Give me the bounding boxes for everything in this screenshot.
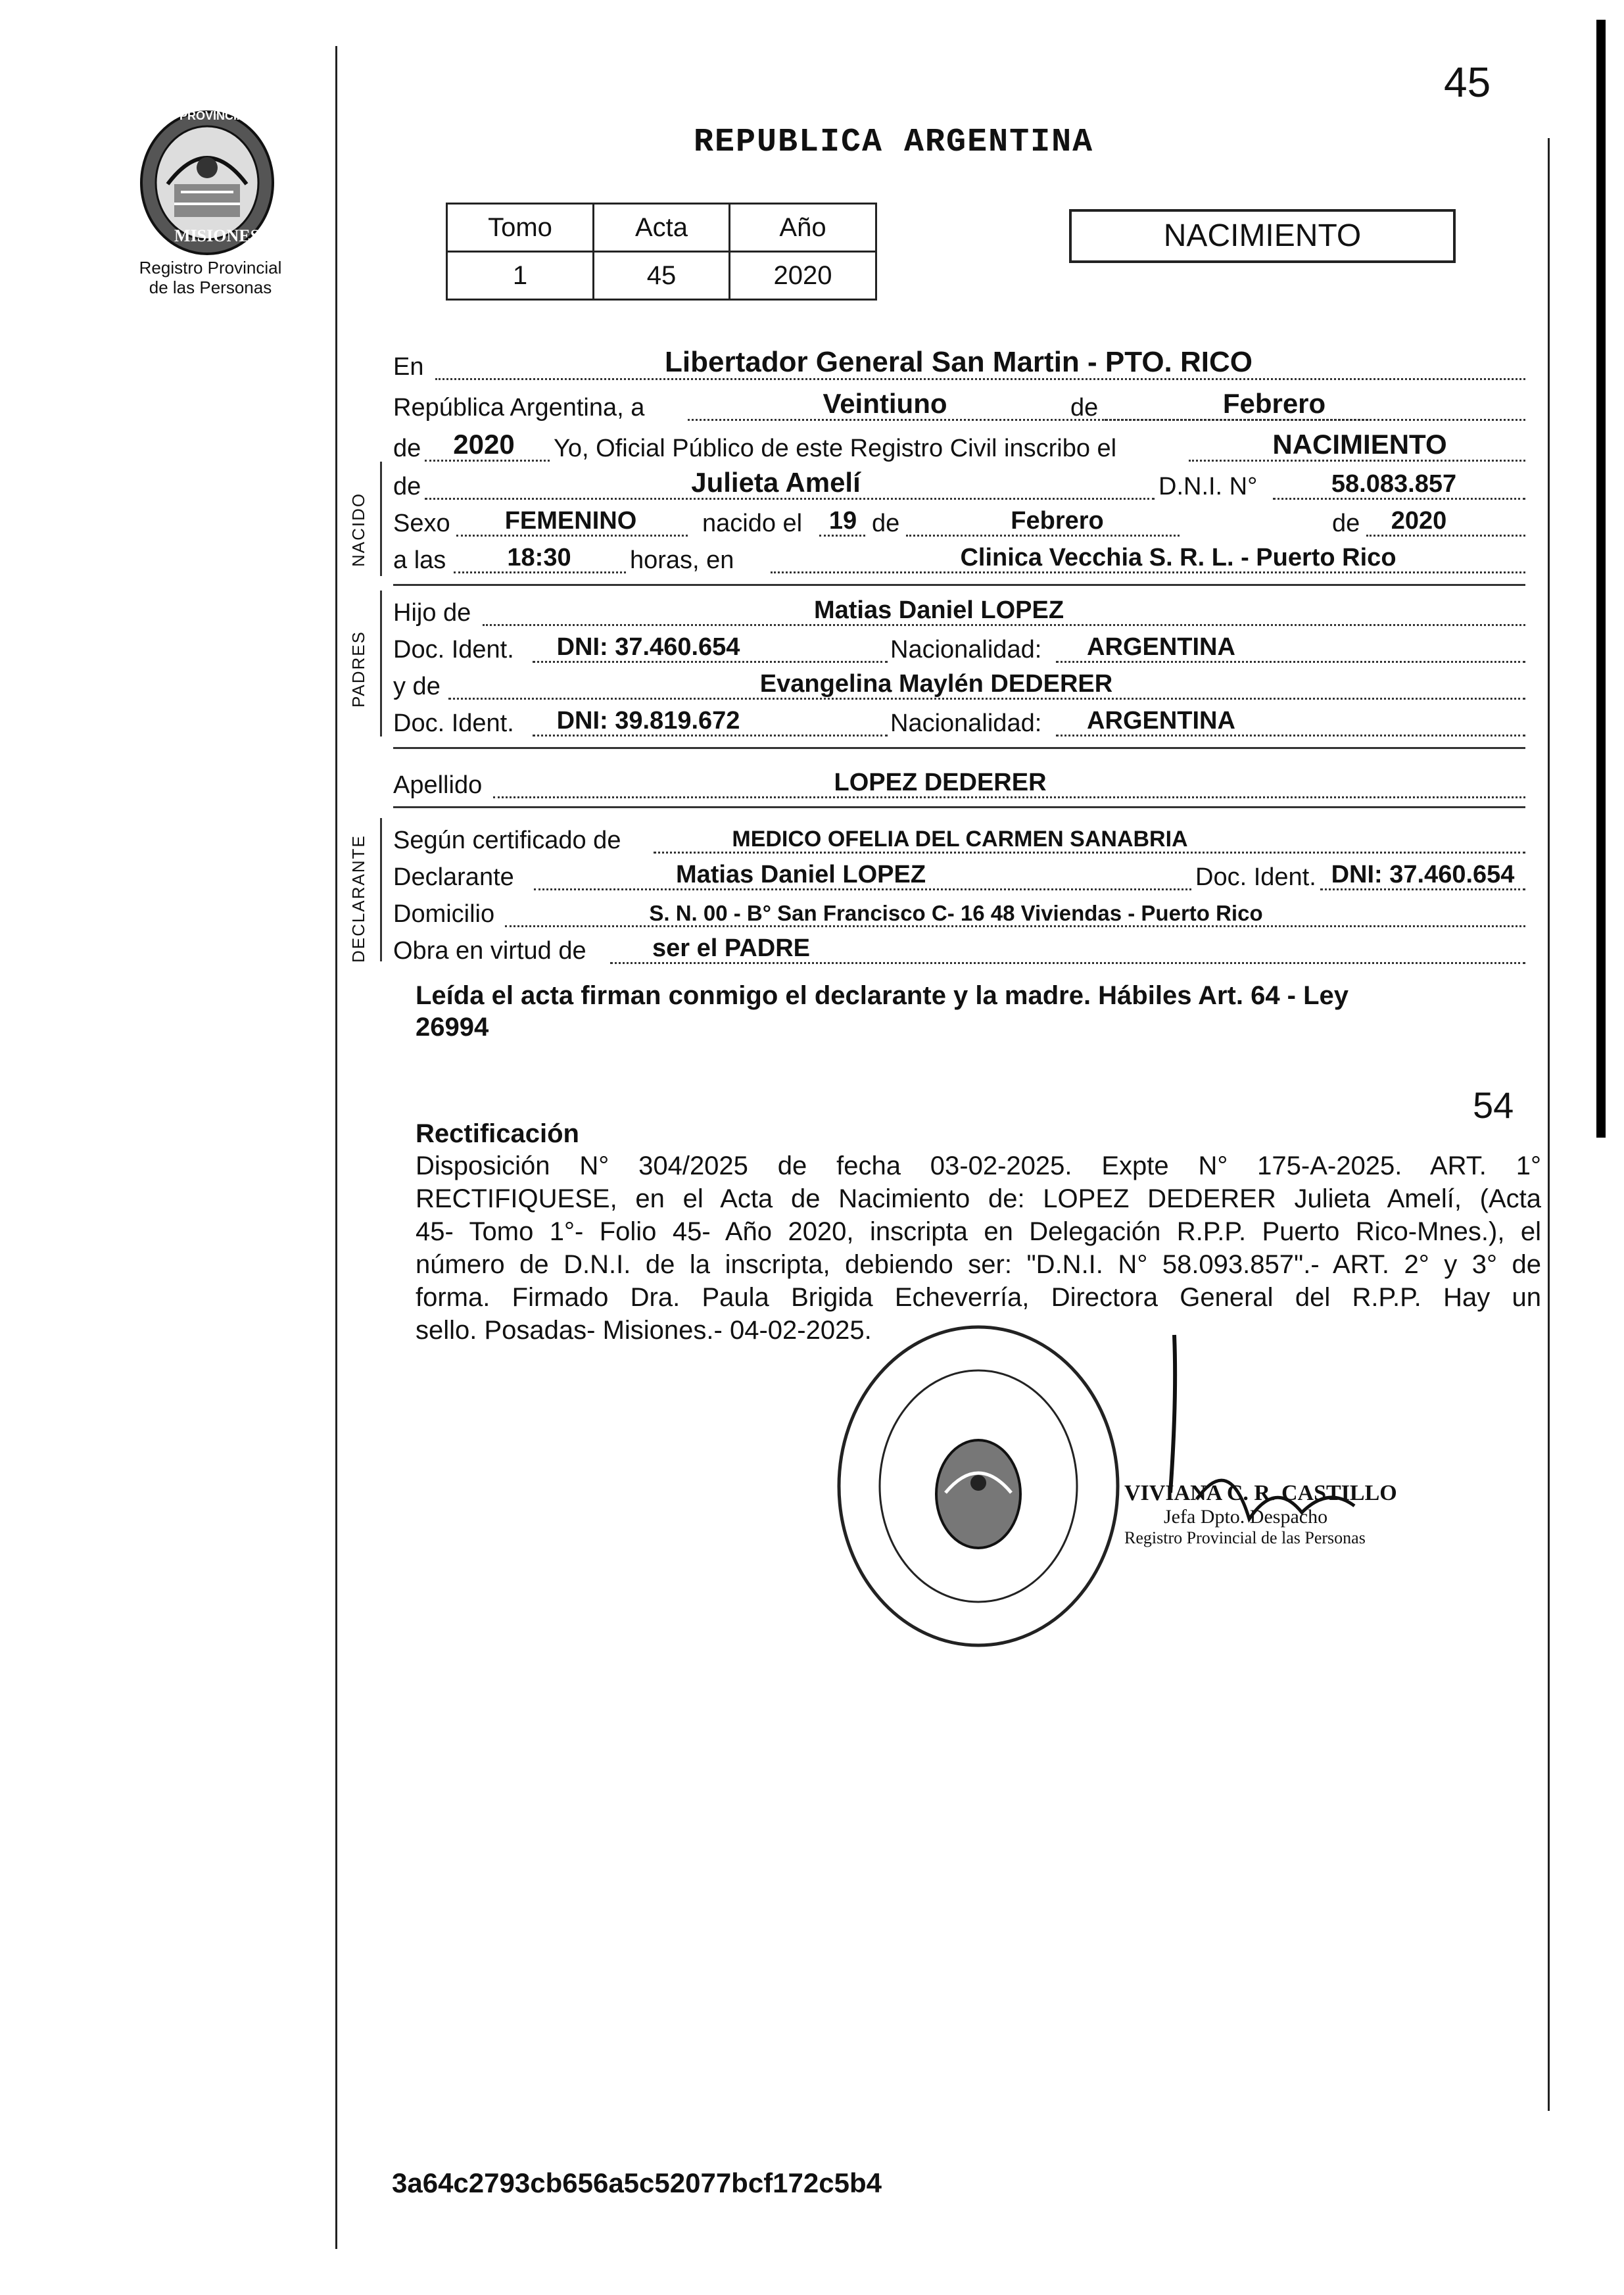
a-las-label: a las xyxy=(393,546,446,574)
declarante-section-label: DECLARANTE xyxy=(348,834,368,963)
declarante-row-4 xyxy=(393,932,1525,969)
apellido-label: Apellido xyxy=(393,771,483,799)
right-margin-rule xyxy=(1548,138,1550,2111)
birth-municipality: Libertador General San Martin - PTO. RICO xyxy=(664,346,1253,378)
father-doc: DNI: 37.460.654 xyxy=(556,633,740,661)
child-name: Julieta Amelí xyxy=(691,467,861,498)
stamp-name: VIVIANA C. R. CASTILLO xyxy=(1124,1481,1397,1505)
rectification-line: RECTIFIQUESE, en el Acta de Nacimiento de: LOPEZ DEDERER Julieta Amelí, (Acta xyxy=(416,1184,1541,1213)
padres-row-4 xyxy=(393,705,1525,742)
section-separator xyxy=(393,806,1525,808)
officer-text: Yo, Oficial Público de este Registro Civil inscribo el xyxy=(554,435,1117,462)
birth-day: 19 xyxy=(828,507,857,535)
intro-row-1 xyxy=(393,346,1525,385)
declarant-address: S. N. 00 - B° San Francisco C- 16 48 Viviendas - Puerto Rico xyxy=(649,901,1263,925)
rectification-line: número de D.N.I. de la inscripta, debiendo ser: "D.N.I. N° 58.093.857".- ART. 2° y 3° de xyxy=(416,1250,1541,1279)
tomo-value: 1 xyxy=(447,252,594,300)
birth-place: Clinica Vecchia S. R. L. - Puerto Rico xyxy=(960,544,1397,571)
y-de-label: y de xyxy=(393,673,441,700)
horas-label: horas, en xyxy=(630,546,734,574)
obra-en-virtud-label: Obra en virtud de xyxy=(393,937,586,965)
declarante-label: Declarante xyxy=(393,863,514,891)
de-label-2: de xyxy=(393,435,421,462)
rectification-line: forma. Firmado Dra. Paula Brigida Echeverría, Directora General del R.P.P. Hay un xyxy=(416,1283,1541,1312)
anio-header: Año xyxy=(730,204,876,252)
section-separator xyxy=(393,584,1525,586)
birth-year: 2020 xyxy=(1391,507,1447,535)
logo-top-text: PROVINCIA DE xyxy=(179,109,265,122)
record-kind: NACIMIENTO xyxy=(1272,429,1447,460)
child-surname: LOPEZ DEDERER xyxy=(834,769,1047,796)
record-type: NACIMIENTO xyxy=(1163,218,1362,253)
padres-row-2 xyxy=(393,631,1525,668)
nacido-bracket xyxy=(380,462,382,576)
certificate-issuer: MEDICO OFELIA DEL CARMEN SANABRIA xyxy=(732,827,1188,852)
en-label: En xyxy=(393,353,424,381)
anio-value: 2020 xyxy=(730,252,876,300)
child-dni: 58.083.857 xyxy=(1331,470,1457,498)
agency-line-1: Registro Provincial xyxy=(139,258,282,278)
rectification-line: sello. Posadas- Misiones.- 04-02-2025. xyxy=(416,1316,872,1345)
logo-bottom-text: MISIONES xyxy=(174,226,260,245)
month-in-words: Febrero xyxy=(1222,388,1326,419)
signature xyxy=(1078,1322,1446,1618)
acta-header: Acta xyxy=(594,204,730,252)
country-title: REPUBLICA ARGENTINA xyxy=(694,124,1094,161)
record-table xyxy=(446,203,877,301)
document-hash: 3a64c2793cb656a5c52077bcf172c5b4 xyxy=(392,2167,882,2198)
domicilio-label: Domicilio xyxy=(393,900,495,928)
declarante-row-3 xyxy=(393,896,1525,932)
father-name: Matias Daniel LOPEZ xyxy=(813,596,1064,624)
rectification-body xyxy=(416,1149,1541,1347)
nacido-el-label: nacido el xyxy=(702,510,803,537)
nacido-row-2 xyxy=(393,505,1525,542)
mother-doc: DNI: 39.819.672 xyxy=(556,707,740,735)
de-label-3: de xyxy=(1332,510,1360,537)
hijo-de-label: Hijo de xyxy=(393,599,471,627)
declarant-role: ser el PADRE xyxy=(652,934,811,962)
declarant-name: Matias Daniel LOPEZ xyxy=(675,861,926,888)
day-in-words: Veintiuno xyxy=(823,388,947,419)
closing-text xyxy=(416,980,1520,1043)
rectification-line: Disposición N° 304/2025 de fecha 03-02-2025. Expte N° 175-A-2025. ART. 1° xyxy=(416,1151,1541,1180)
tomo-header: Tomo xyxy=(447,204,594,252)
de-label-2: de xyxy=(872,510,900,537)
de-label: de xyxy=(1070,394,1099,422)
declarante-bracket xyxy=(380,818,382,961)
agency-line-2: de las Personas xyxy=(149,278,272,297)
nacido-row-1 xyxy=(393,468,1525,505)
agency-name xyxy=(102,258,319,297)
declarante-row-2 xyxy=(393,859,1525,896)
birth-month: Febrero xyxy=(1011,507,1104,535)
intro-row-3 xyxy=(393,430,1525,467)
padres-bracket xyxy=(380,591,382,737)
signatory-stamp xyxy=(1124,1481,1397,1548)
closing-line-2: 26994 xyxy=(416,1013,489,1042)
acta-value: 45 xyxy=(594,252,730,300)
father-nationality: ARGENTINA xyxy=(1087,633,1235,661)
closing-line-1: Leída el acta firman conmigo el declarante y la madre. Hábiles Art. 64 - Ley xyxy=(416,981,1349,1010)
intro-row-2 xyxy=(393,389,1525,426)
page-number: 45 xyxy=(1444,59,1491,106)
record-type-box xyxy=(1069,209,1456,263)
doc-ident-label: Doc. Ident. xyxy=(393,710,514,737)
rectification-title: Rectificación xyxy=(416,1119,579,1148)
left-margin-rule xyxy=(335,46,337,2249)
page-number-2: 54 xyxy=(1473,1084,1514,1126)
year-in-intro: 2020 xyxy=(453,429,515,460)
section-separator xyxy=(393,747,1525,749)
doc-ident-label: Doc. Ident. xyxy=(1195,863,1316,891)
doc-ident-label: Doc. Ident. xyxy=(393,636,514,664)
nacido-row-3 xyxy=(393,542,1525,579)
nacionalidad-label: Nacionalidad: xyxy=(890,710,1042,737)
republic-label: República Argentina, a xyxy=(393,394,645,422)
right-edge-bar xyxy=(1596,20,1606,1138)
padres-row-1 xyxy=(393,594,1525,631)
handwritten-signature-icon xyxy=(1078,1322,1446,1618)
dni-label: D.N.I. N° xyxy=(1158,473,1258,500)
mother-name: Evangelina Maylén DEDERER xyxy=(759,670,1113,698)
stamp-agency: Registro Provincial de las Personas xyxy=(1124,1528,1366,1547)
mother-nationality: ARGENTINA xyxy=(1087,707,1235,735)
segun-certificado-label: Según certificado de xyxy=(393,827,621,854)
de-label: de xyxy=(393,473,421,500)
stamp-title: Jefa Dpto. Despacho xyxy=(1164,1506,1328,1528)
child-sex: FEMENINO xyxy=(504,507,637,535)
sexo-label: Sexo xyxy=(393,510,450,537)
padres-section-label: PADRES xyxy=(348,631,368,708)
apellido-row xyxy=(393,767,1525,804)
rectification-line: 45- Tomo 1°- Folio 45- Año 2020, inscripta en Delegación R.P.P. Puerto Rico-Mnes.), el xyxy=(416,1217,1541,1246)
padres-row-3 xyxy=(393,668,1525,705)
declarant-doc: DNI: 37.460.654 xyxy=(1331,861,1515,888)
birth-time: 18:30 xyxy=(507,544,571,571)
nacionalidad-label: Nacionalidad: xyxy=(890,636,1042,664)
nacido-section-label: NACIDO xyxy=(348,492,368,567)
province-logo xyxy=(128,105,286,256)
declarante-row-1 xyxy=(393,822,1525,859)
